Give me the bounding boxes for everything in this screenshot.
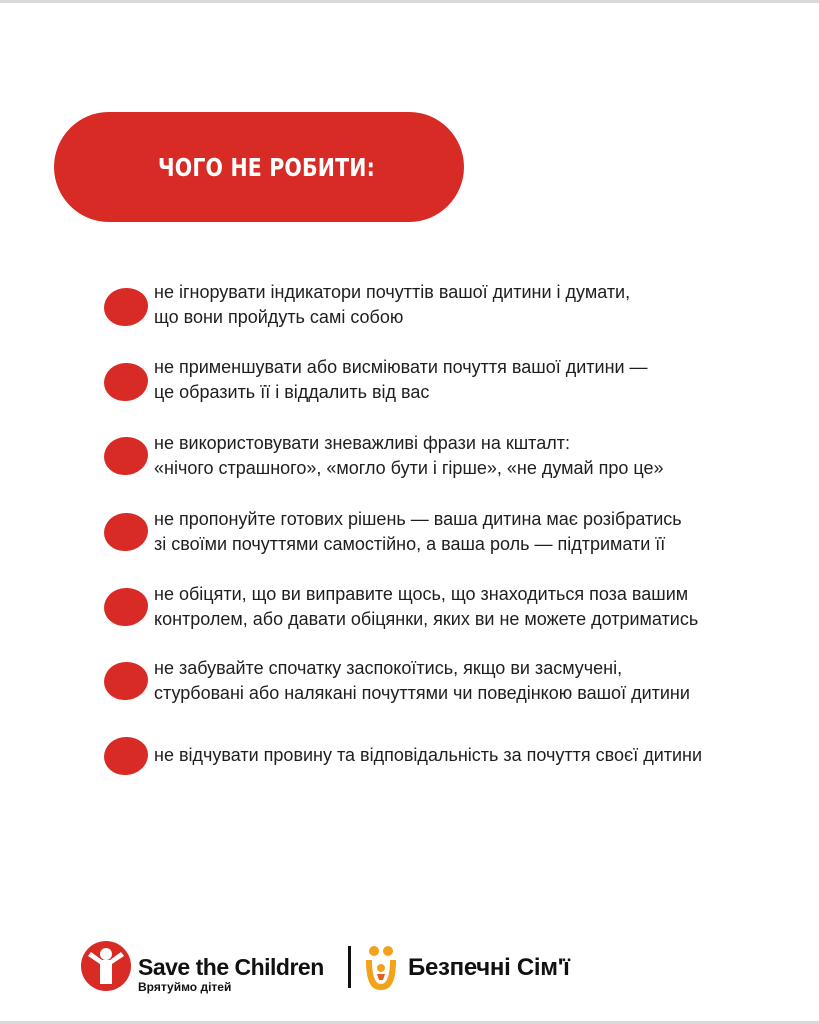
red-blob-bullet-icon xyxy=(104,437,148,475)
list-item-line: не використовувати зневажливі фрази на кшталт: xyxy=(154,433,570,453)
list-item-line: не пропонуйте готових рішень — ваша дитина має розібратись xyxy=(154,509,682,529)
save-the-children-name: Save the Children xyxy=(138,954,324,980)
list-item-line: це образить її і віддалить від вас xyxy=(154,382,430,402)
list-item-line: стурбовані або налякані почуттями чи поведінкою вашої дитини xyxy=(154,683,690,703)
safe-families-name: Безпечні Сім'ї xyxy=(408,954,570,981)
list-item-line: що вони пройдуть самі собою xyxy=(154,307,404,327)
page-title: ЧОГО НЕ РОБИТИ: xyxy=(158,153,375,182)
list-item-text xyxy=(154,507,794,557)
list-item-text xyxy=(154,355,794,405)
red-blob-bullet-icon xyxy=(104,288,148,326)
list-item-line: не обіцяти, що ви виправите щось, що знаходиться поза вашим xyxy=(154,584,689,604)
list-item-text xyxy=(154,582,794,632)
list-item-line: не ігнорувати індикатори почуттів вашої дитини і думати, xyxy=(154,282,631,302)
list-item-line: контролем, або давати обіцянки, яких ви не можете дотриматись xyxy=(154,609,699,629)
save-the-children-subtitle: Врятуймо дітей xyxy=(138,980,232,994)
red-blob-bullet-icon xyxy=(104,363,148,401)
footer-divider xyxy=(348,946,351,988)
red-blob-bullet-icon xyxy=(104,513,148,551)
list-item-line: не забувайте спочатку заспокоїтись, якщо ви засмучені, xyxy=(154,658,623,678)
red-blob-bullet-icon xyxy=(104,737,148,775)
list-item-text xyxy=(154,743,794,768)
list-item-text xyxy=(154,280,794,330)
list-item-line: «нічого страшного», «могло бути і гірше», «не думай про це» xyxy=(154,458,664,478)
heading-banner xyxy=(54,112,464,222)
list-item-line: не відчувати провину та відповідальність за почуття своєї дитини xyxy=(154,745,703,765)
list-item-line: не применшувати або висміювати почуття вашої дитини — xyxy=(154,357,648,377)
safe-families-logo-icon xyxy=(364,944,398,992)
top-frame-line xyxy=(0,0,819,3)
red-blob-bullet-icon xyxy=(104,662,148,700)
list-item-line: зі своїми почуттями самостійно, а ваша роль — підтримати її xyxy=(154,534,666,554)
red-blob-bullet-icon xyxy=(104,588,148,626)
list-item-text xyxy=(154,431,794,481)
save-the-children-logo-icon xyxy=(80,940,132,992)
list-item-text xyxy=(154,656,794,706)
footer-logos xyxy=(80,940,700,1000)
